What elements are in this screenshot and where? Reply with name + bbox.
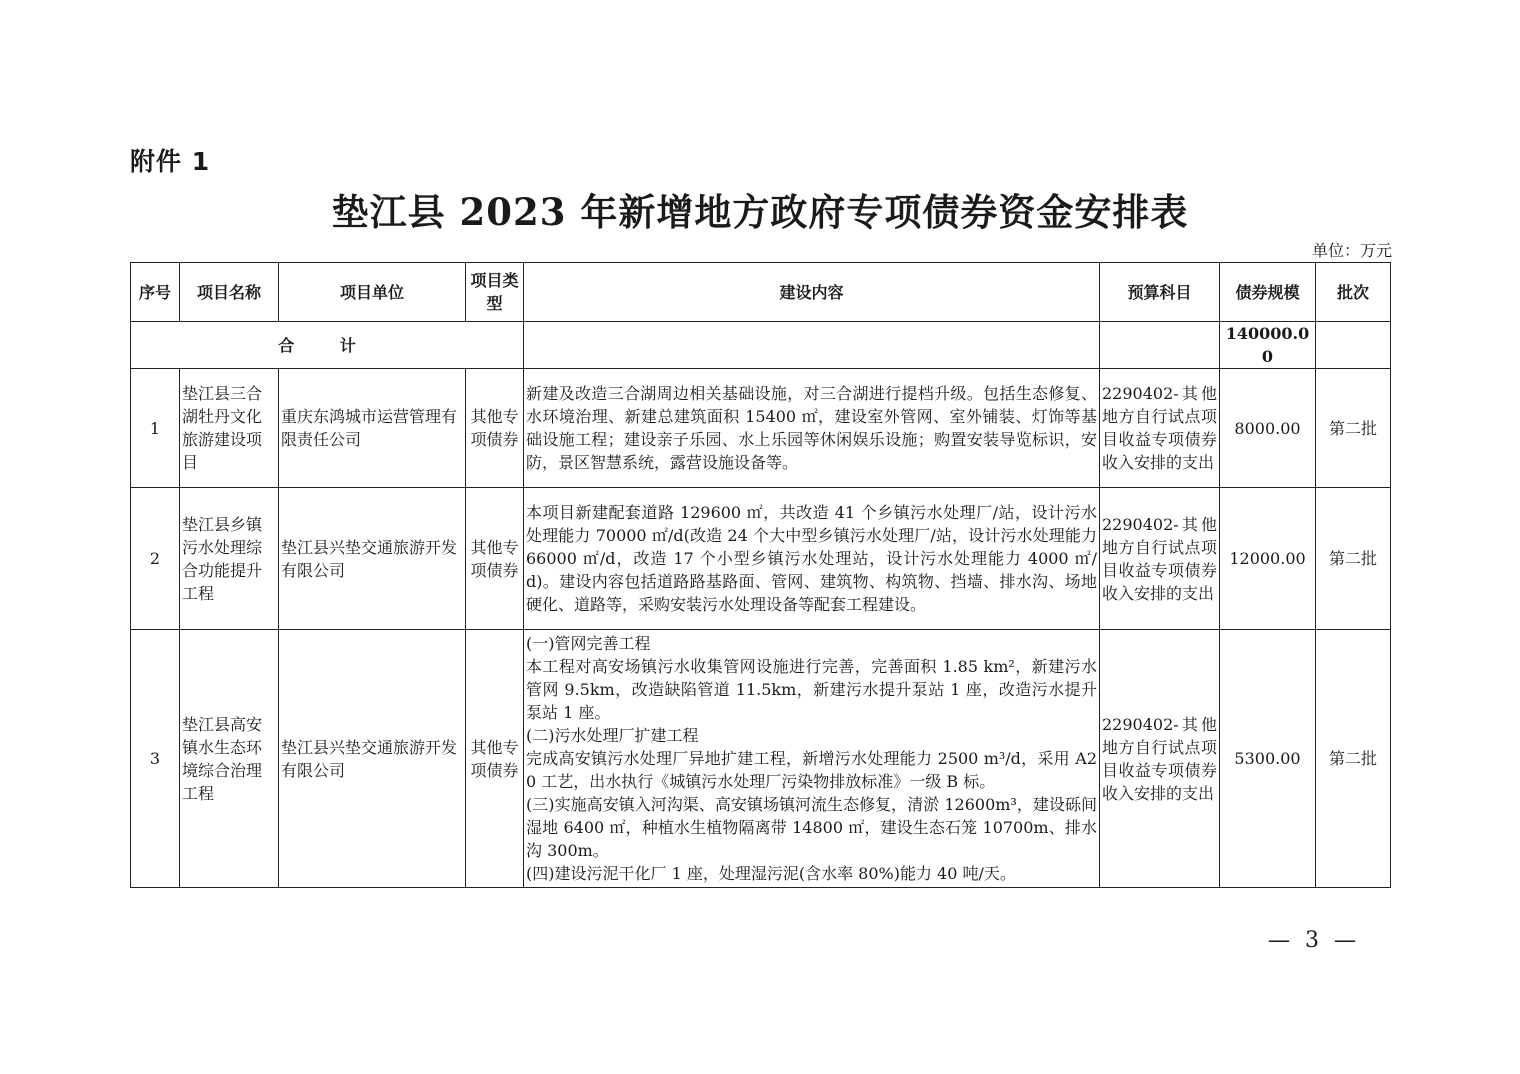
header-content: 建设内容 <box>524 263 1100 322</box>
header-project-unit: 项目单位 <box>279 263 466 322</box>
bond-allocation-table <box>130 262 1391 888</box>
row-batch: 第二批 <box>1316 369 1391 488</box>
content-paragraph: (一)管网完善工程 <box>526 634 651 653</box>
total-budget-empty <box>1100 322 1220 369</box>
content-paragraph: 本项目新建配套道路 129600 ㎡，共改造 41 个乡镇污水处理厂/站，设计污水处理能力 70000 ㎡/d(改造 24 个大中型乡镇污水处理厂/站，设计污水处理能力 66000 ㎡/d，改造 17 个小型乡镇污水处理站，设计污水处理能力 4000 ㎡/d)。建设内容包括道路路基路面、管网、建筑物、构筑物、挡墙、排水沟、场地硬化、道路等，采购安装污水处理设备等配套工程建设。 <box>526 503 1097 614</box>
row-budget: 2290402-其他地方自行试点项目收益专项债券收入安排的支出 <box>1100 630 1220 888</box>
header-budget: 预算科目 <box>1100 263 1220 322</box>
row-project-unit: 垫江县兴垫交通旅游开发有限公司 <box>279 488 466 630</box>
total-content-empty <box>524 322 1100 369</box>
header-project-name: 项目名称 <box>180 263 279 322</box>
row-content <box>524 369 1100 488</box>
content-paragraph: (四)建设污泥干化厂 1 座，处理湿污泥(含水率 80%)能力 40 吨/天。 <box>526 864 1016 883</box>
row-batch: 第二批 <box>1316 630 1391 888</box>
content-paragraph: 完成高安镇污水处理厂异地扩建工程，新增污水处理能力 2500 m³/d，采用 A20 工艺，出水执行《城镇污水处理厂污染物排放标准》一级 B 标。 <box>526 749 1097 791</box>
table-row <box>131 488 1391 630</box>
total-label: 合 计 <box>131 322 524 369</box>
row-scale: 5300.00 <box>1220 630 1316 888</box>
content-paragraph: 新建及改造三合湖周边相关基础设施，对三合湖进行提档升级。包括生态修复、水环境治理、新建总建筑面积 15400 ㎡，建设室外管网、室外铺装、灯饰等基础设施工程；建设亲子乐园、水上乐园等休闲娱乐设施；购置安装导览标识，安防，景区智慧系统，露营设施设备等。 <box>526 384 1097 472</box>
unit-note: 单位：万元 <box>1311 241 1392 260</box>
header-row <box>131 263 1391 322</box>
header-seq: 序号 <box>131 263 180 322</box>
row-budget: 2290402-其他地方自行试点项目收益专项债券收入安排的支出 <box>1100 488 1220 630</box>
page-number: — 3 — <box>1268 928 1360 953</box>
content-paragraph: (二)污水处理厂扩建工程 <box>526 726 699 745</box>
row-scale: 8000.00 <box>1220 369 1316 488</box>
table-row <box>131 369 1391 488</box>
row-project-name: 垫江县乡镇污水处理综合功能提升工程 <box>180 488 279 630</box>
row-scale: 12000.00 <box>1220 488 1316 630</box>
document-title: 垫江县 2023 年新增地方政府专项债券资金安排表 <box>331 190 1189 234</box>
row-project-type: 其他专项债券 <box>466 630 524 888</box>
row-project-name: 垫江县三合湖牡丹文化旅游建设项目 <box>180 369 279 488</box>
header-scale: 债券规模 <box>1220 263 1316 322</box>
total-scale: 140000.00 <box>1220 322 1316 369</box>
row-project-type: 其他专项债券 <box>466 488 524 630</box>
row-content <box>524 630 1100 888</box>
row-project-unit: 重庆东鸿城市运营管理有限责任公司 <box>279 369 466 488</box>
content-paragraph: 本工程对高安场镇污水收集管网设施进行完善，完善面积 1.85 km²，新建污水管网 9.5km，改造缺陷管道 11.5km，新建污水提升泵站 1 座，改造污水提升泵站 1 座。 <box>526 657 1097 722</box>
row-project-unit: 垫江县兴垫交通旅游开发有限公司 <box>279 630 466 888</box>
table-row <box>131 630 1391 888</box>
row-project-type: 其他专项债券 <box>466 369 524 488</box>
content-paragraph: (三)实施高安镇入河沟渠、高安镇场镇河流生态修复，清淤 12600m³，建设砾间湿地 6400 ㎡，种植水生植物隔离带 14800 ㎡，建设生态石笼 10700m、排水沟 300m。 <box>526 795 1097 860</box>
total-row <box>131 322 1391 369</box>
row-seq: 3 <box>131 630 180 888</box>
attachment-label: 附件 1 <box>130 147 211 176</box>
row-seq: 2 <box>131 488 180 630</box>
row-budget: 2290402-其他地方自行试点项目收益专项债券收入安排的支出 <box>1100 369 1220 488</box>
row-project-name: 垫江县高安镇水生态环境综合治理工程 <box>180 630 279 888</box>
row-batch: 第二批 <box>1316 488 1391 630</box>
header-batch: 批次 <box>1316 263 1391 322</box>
row-seq: 1 <box>131 369 180 488</box>
row-content <box>524 488 1100 630</box>
total-batch-empty <box>1316 322 1391 369</box>
header-project-type: 项目类型 <box>466 263 524 322</box>
